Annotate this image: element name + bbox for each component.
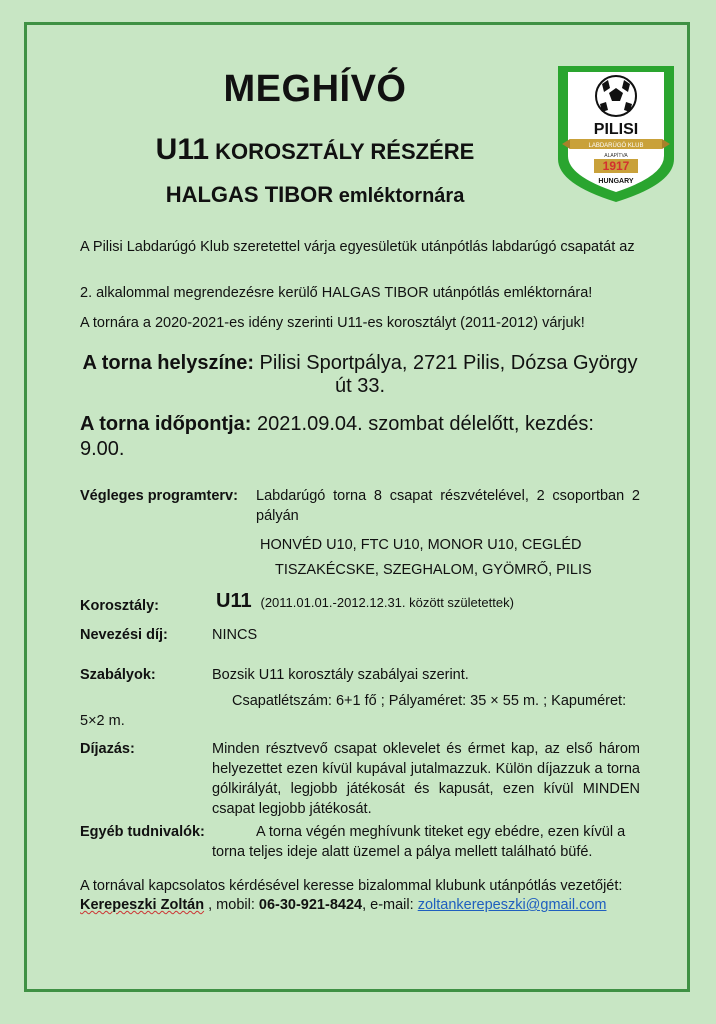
awards-value: Minden résztvevő csapat oklevelet és érmet kap, az első három helyezettet ezen kívül kupával jutalmazzuk. Külön díjazzuk a torna gólkirályát, legjobb játékosát és kapusát, ezen kívül MINDEN csapat legjobb játékosát. — [212, 741, 640, 817]
logo-year: 1917 — [602, 159, 630, 173]
page-title: MEGHÍVÓ — [223, 68, 407, 110]
other-line-2: torna teljes ideje alatt üzemel a pálya mellett található büfé. — [212, 844, 593, 860]
subtitle-tournament-rest: emléktornára — [333, 185, 465, 207]
contact-mobile-label: , mobil: — [204, 897, 259, 913]
rules-line-2: Csapatlétszám: 6+1 fő ; Pályaméret: 35 × 55 m. ; Kapuméret: — [232, 693, 627, 709]
teams-line-1: HONVÉD U10, FTC U10, MONOR U10, CEGLÉD — [260, 537, 582, 553]
age-u11: U11 — [216, 590, 252, 612]
location-value: Pilisi Sportpálya, 2721 Pilis, Dózsa György út 33. — [254, 352, 638, 397]
rules-line-3: 5×2 m. — [80, 713, 125, 729]
fee-label: Nevezési díj: — [80, 627, 168, 643]
contact-email-link[interactable]: zoltankerepeszki@gmail.com — [417, 897, 607, 913]
rules-label: Szabályok: — [80, 667, 156, 683]
subtitle-tournament-name: HALGAS TIBOR — [165, 182, 334, 207]
rules-line-1: Bozsik U11 korosztály szabályai szerint. — [212, 667, 469, 683]
logo-club: LABDARÚGÓ KLUB — [588, 143, 644, 149]
program-value: Labdarúgó torna 8 csapat részvételével, 2 csoportban 2 pályán — [256, 488, 640, 524]
age-value — [216, 590, 514, 613]
logo-country: HUNGARY — [598, 178, 634, 185]
contact-line-2 — [80, 895, 650, 915]
subtitle-age-text: KOROSZTÁLY RÉSZÉRE — [209, 139, 475, 164]
logo-alapitva: ALAPÍTVA — [604, 153, 628, 159]
date-value: 2021.09.04. szombat délelőtt, kezdés: 9.00. — [80, 413, 594, 460]
date-label: A torna időpontja: — [80, 413, 252, 435]
intro-line-1: A Pilisi Labdarúgó Klub szeretettel várja egyesületük utánpótlás labdarúgó csapatát az — [80, 239, 635, 255]
club-logo — [556, 64, 676, 204]
intro-line-3: A tornára a 2020-2021-es idény szerinti U11-es korosztályt (2011-2012) várjuk! — [80, 315, 585, 331]
contact-name: Kerepeszki Zoltán — [80, 897, 205, 913]
other-line-1: A torna végén meghívunk titeket egy ebédre, ezen kívül a — [256, 824, 626, 840]
program-label: Végleges programterv: — [80, 488, 238, 504]
fee-value: NINCS — [212, 627, 258, 643]
age-label: Korosztály: — [80, 598, 159, 614]
contact-line-1: A tornával kapcsolatos kérdésével keresse bizalommal klubunk utánpótlás vezetőjét: — [80, 878, 623, 894]
football-icon — [596, 76, 636, 116]
subtitle-tournament — [100, 182, 530, 208]
teams-line-2: TISZAKÉCSKE, SZEGHALOM, GYÖMRŐ, PILIS — [275, 562, 592, 578]
contact-mobile: 06-30-921-8424 — [258, 897, 363, 913]
awards-label: Díjazás: — [80, 741, 135, 757]
location-label: A torna helyszíne: — [82, 352, 254, 374]
age-detail: (2011.01.01.-2012.12.31. között születettek) — [260, 595, 514, 610]
subtitle-age-group — [100, 133, 530, 167]
logo-name: PILISI — [593, 121, 639, 138]
subtitle-u11: U11 — [155, 133, 210, 166]
location — [80, 352, 640, 398]
contact-email-label: , e-mail: — [362, 897, 418, 913]
intro-line-2: 2. alkalommal megrendezésre kerülő HALGAS TIBOR utánpótlás emléktornára! — [80, 285, 593, 301]
date — [80, 412, 640, 462]
other-label: Egyéb tudnivalók: — [80, 824, 205, 840]
